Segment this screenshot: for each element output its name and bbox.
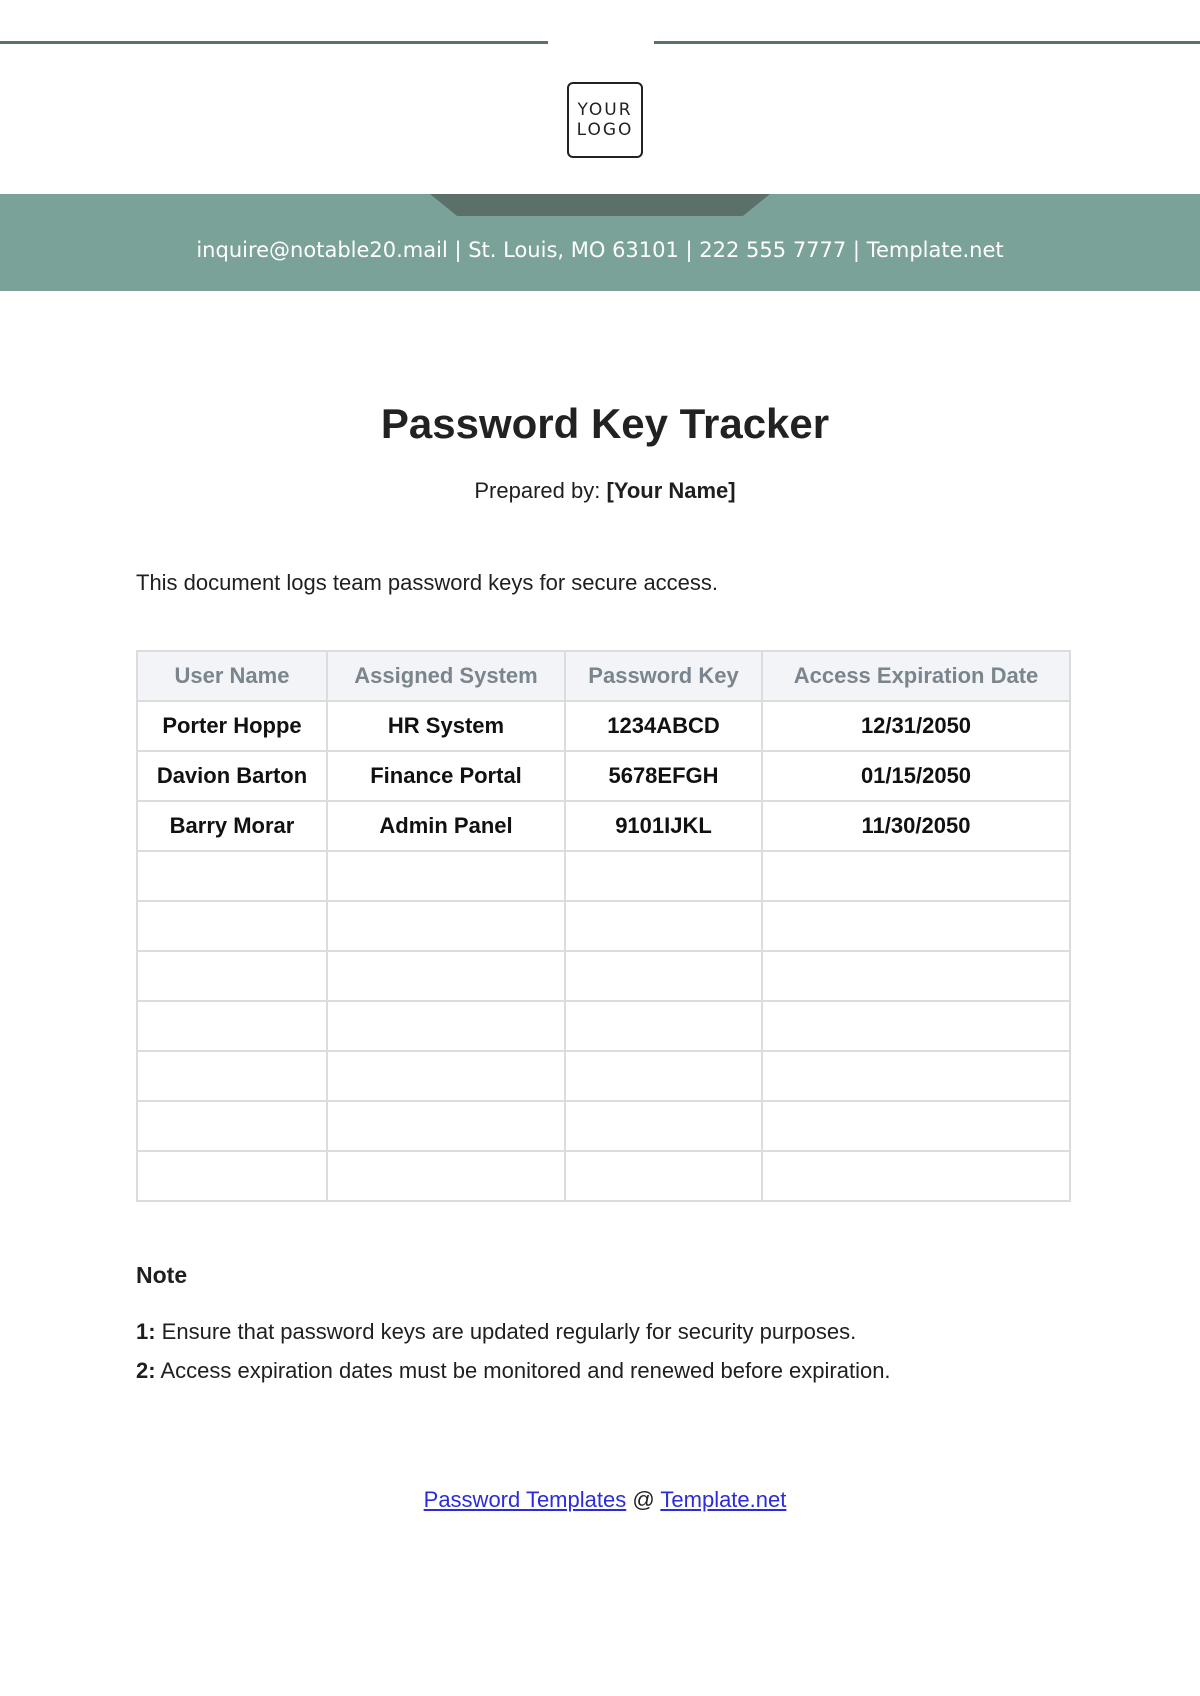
prepared-by [0, 478, 1200, 504]
header-rule-left [0, 41, 548, 44]
cell-assigned-system [327, 1051, 565, 1101]
table-row [137, 1051, 1070, 1101]
table-row [137, 1001, 1070, 1051]
cell-assigned-system: Finance Portal [327, 751, 565, 801]
footer-separator: @ [626, 1487, 661, 1512]
table-row [137, 1101, 1070, 1151]
cell-assigned-system: HR System [327, 701, 565, 751]
logo-line-2: LOGO [576, 120, 634, 140]
cell-password-key [565, 901, 762, 951]
table-row [137, 701, 1070, 751]
cell-assigned-system: Admin Panel [327, 801, 565, 851]
password-templates-link[interactable]: Password Templates [423, 1487, 627, 1512]
cell-user-name [137, 951, 327, 1001]
banner-tab-decoration [430, 194, 770, 216]
note-number: 1: [136, 1319, 156, 1344]
cell-password-key [565, 851, 762, 901]
cell-user-name [137, 1151, 327, 1201]
prepared-label: Prepared by: [474, 478, 607, 503]
cell-assigned-system [327, 951, 565, 1001]
cell-user-name [137, 1051, 327, 1101]
cell-expiration-date: 12/31/2050 [762, 701, 1070, 751]
intro-text: This document logs team password keys for secure access. [136, 570, 719, 595]
note-number: 2: [136, 1358, 156, 1383]
column-header-user-name: User Name [137, 651, 327, 701]
template-net-link[interactable]: Template.net [660, 1487, 787, 1512]
cell-expiration-date [762, 901, 1070, 951]
column-header-expiration-date: Access Expiration Date [762, 651, 1070, 701]
cell-user-name [137, 901, 327, 951]
table-row [137, 951, 1070, 1001]
cell-expiration-date [762, 1151, 1070, 1201]
prepared-name: [Your Name] [606, 478, 736, 503]
note-text: Ensure that password keys are updated regularly for security purposes. [155, 1319, 857, 1344]
logo-placeholder [567, 82, 643, 158]
table-row [137, 851, 1070, 901]
contact-info: inquire@notable20.mail | St. Louis, MO 63101 | 222 555 7777 | Template.net [196, 238, 1004, 262]
page-title: Password Key Tracker [380, 400, 830, 447]
cell-expiration-date [762, 1051, 1070, 1101]
cell-expiration-date [762, 951, 1070, 1001]
cell-user-name [137, 851, 327, 901]
cell-assigned-system [327, 901, 565, 951]
cell-password-key: 5678EFGH [565, 751, 762, 801]
cell-expiration-date [762, 1001, 1070, 1051]
footer [0, 1487, 1200, 1513]
header-rule-right [654, 41, 1200, 44]
cell-password-key [565, 1001, 762, 1051]
cell-expiration-date [762, 1101, 1070, 1151]
logo-line-1: YOUR [577, 100, 633, 120]
table-row [137, 751, 1070, 801]
cell-user-name [137, 1101, 327, 1151]
cell-password-key [565, 1151, 762, 1201]
cell-password-key [565, 1101, 762, 1151]
column-header-assigned-system: Assigned System [327, 651, 565, 701]
note-item [136, 1358, 891, 1384]
notes-heading: Note [136, 1262, 188, 1288]
note-item [136, 1319, 856, 1345]
column-header-password-key: Password Key [565, 651, 762, 701]
cell-user-name: Barry Morar [137, 801, 327, 851]
cell-password-key [565, 951, 762, 1001]
password-key-table [136, 650, 1071, 1202]
cell-password-key [565, 1051, 762, 1101]
cell-password-key: 9101IJKL [565, 801, 762, 851]
cell-user-name: Davion Barton [137, 751, 327, 801]
table-row [137, 901, 1070, 951]
cell-assigned-system [327, 851, 565, 901]
cell-expiration-date: 11/30/2050 [762, 801, 1070, 851]
note-text: Access expiration dates must be monitored and renewed before expiration. [155, 1358, 891, 1383]
cell-password-key: 1234ABCD [565, 701, 762, 751]
cell-expiration-date [762, 851, 1070, 901]
cell-expiration-date: 01/15/2050 [762, 751, 1070, 801]
cell-user-name: Porter Hoppe [137, 701, 327, 751]
table-header-row [137, 651, 1070, 701]
cell-user-name [137, 1001, 327, 1051]
table-row [137, 801, 1070, 851]
cell-assigned-system [327, 1001, 565, 1051]
table-row [137, 1151, 1070, 1201]
cell-assigned-system [327, 1101, 565, 1151]
cell-assigned-system [327, 1151, 565, 1201]
